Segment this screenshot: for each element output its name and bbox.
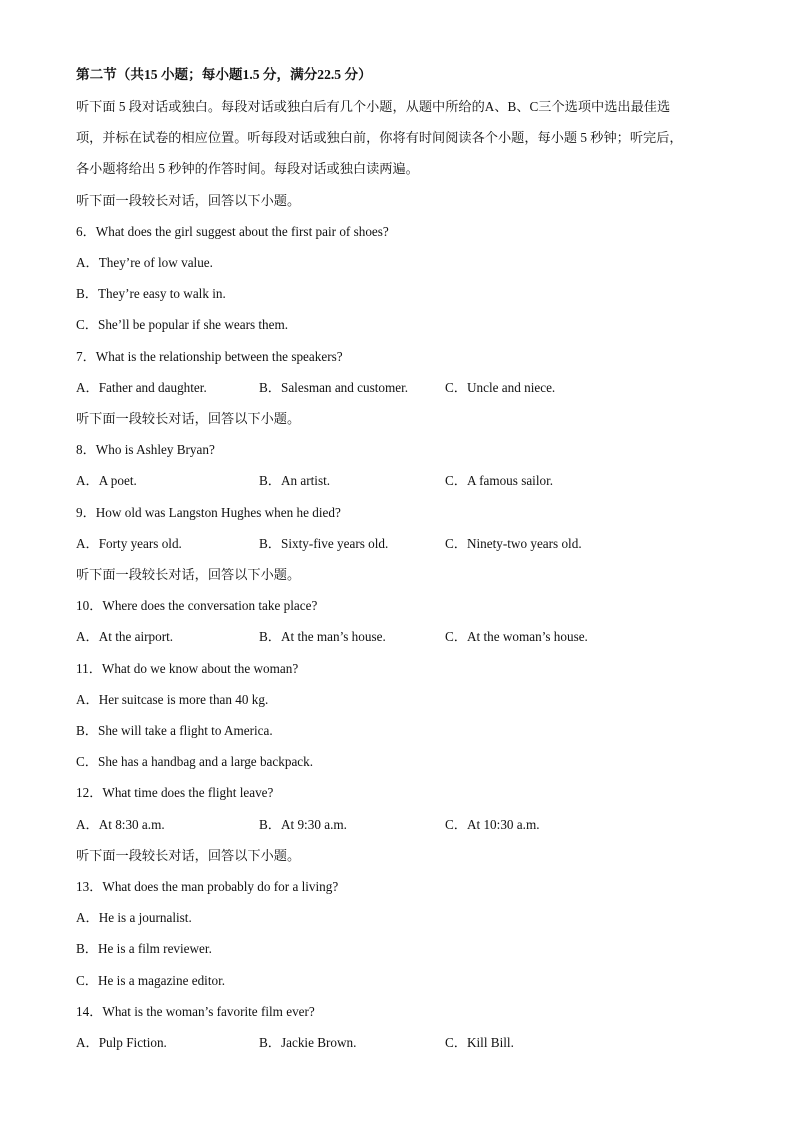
question-7-stem: 7．What is the relationship between the speakers? xyxy=(76,349,343,364)
question-10-option-c: C．At the woman’s house. xyxy=(445,629,588,644)
question-14-option-a: A．Pulp Fiction. xyxy=(76,1035,167,1050)
question-10-stem: 10．Where does the conversation take place? xyxy=(76,598,318,613)
section-heading: 第二节（共15 小题；每小题1.5 分，满分22.5 分） xyxy=(76,67,372,82)
question-8-option-c: C．A famous sailor. xyxy=(445,473,554,488)
question-11-option-b: B．She will take a flight to America. xyxy=(76,723,273,738)
question-10-option-b: B．At the man’s house. xyxy=(259,629,386,644)
question-6-option-c: C．She’ll be popular if she wears them. xyxy=(76,317,289,332)
question-7-option-c: C．Uncle and niece. xyxy=(445,380,556,395)
intro-line-2: 项，并标在试卷的相应位置。听每段对话或独白前，你将有时间阅读各个小题，每小题 5 秒钟；听完后， xyxy=(76,130,683,145)
question-13-stem: 13．What does the man probably do for a living? xyxy=(76,879,339,894)
question-13-option-b: B．He is a film reviewer. xyxy=(76,941,212,956)
question-13-option-a: A．He is a journalist. xyxy=(76,910,192,925)
question-10-option-a: A．At the airport. xyxy=(76,629,174,644)
question-7-option-b: B．Salesman and customer. xyxy=(259,380,409,395)
question-6-option-a: A．They’re of low value. xyxy=(76,255,213,270)
question-14-stem: 14．What is the woman’s favorite film ever? xyxy=(76,1004,315,1019)
question-6-option-b: B．They’re easy to walk in. xyxy=(76,286,226,301)
question-12-option-b: B．At 9:30 a.m. xyxy=(259,817,347,832)
question-12-stem: 12．What time does the flight leave? xyxy=(76,785,274,800)
question-14-option-c: C．Kill Bill. xyxy=(445,1035,514,1050)
question-12-option-a: A．At 8:30 a.m. xyxy=(76,817,165,832)
question-6-stem: 6．What does the girl suggest about the first pair of shoes? xyxy=(76,224,389,239)
question-11-option-c: C．She has a handbag and a large backpack. xyxy=(76,754,314,769)
question-11-stem: 11．What do we know about the woman? xyxy=(76,661,299,676)
question-14-option-b: B．Jackie Brown. xyxy=(259,1035,357,1050)
question-8-stem: 8．Who is Ashley Bryan? xyxy=(76,442,215,457)
intro-line-1: 听下面 5 段对话或独白。每段对话或独白后有几个小题，从题中所给的A、B、C三个选项中选出最佳选 xyxy=(76,99,671,114)
question-8-option-a: A．A poet. xyxy=(76,473,137,488)
question-11-option-a: A．Her suitcase is more than 40 kg. xyxy=(76,692,269,707)
question-9-option-b: B．Sixty-five years old. xyxy=(259,536,389,551)
section-prompt: 听下面一段较长对话，回答以下小题。 xyxy=(76,848,301,863)
intro-line-3: 各小题将给出 5 秒钟的作答时间。每段对话或独白读两遍。 xyxy=(76,161,419,176)
question-13-option-c: C．He is a magazine editor. xyxy=(76,973,226,988)
question-9-stem: 9．How old was Langston Hughes when he died? xyxy=(76,505,341,520)
section-prompt: 听下面一段较长对话，回答以下小题。 xyxy=(76,567,301,582)
question-7-option-a: A．Father and daughter. xyxy=(76,380,207,395)
question-12-option-c: C．At 10:30 a.m. xyxy=(445,817,540,832)
section-prompt: 听下面一段较长对话，回答以下小题。 xyxy=(76,193,301,208)
question-9-option-c: C．Ninety-two years old. xyxy=(445,536,582,551)
question-9-option-a: A．Forty years old. xyxy=(76,536,182,551)
section-prompt: 听下面一段较长对话，回答以下小题。 xyxy=(76,411,301,426)
question-8-option-b: B．An artist. xyxy=(259,473,331,488)
